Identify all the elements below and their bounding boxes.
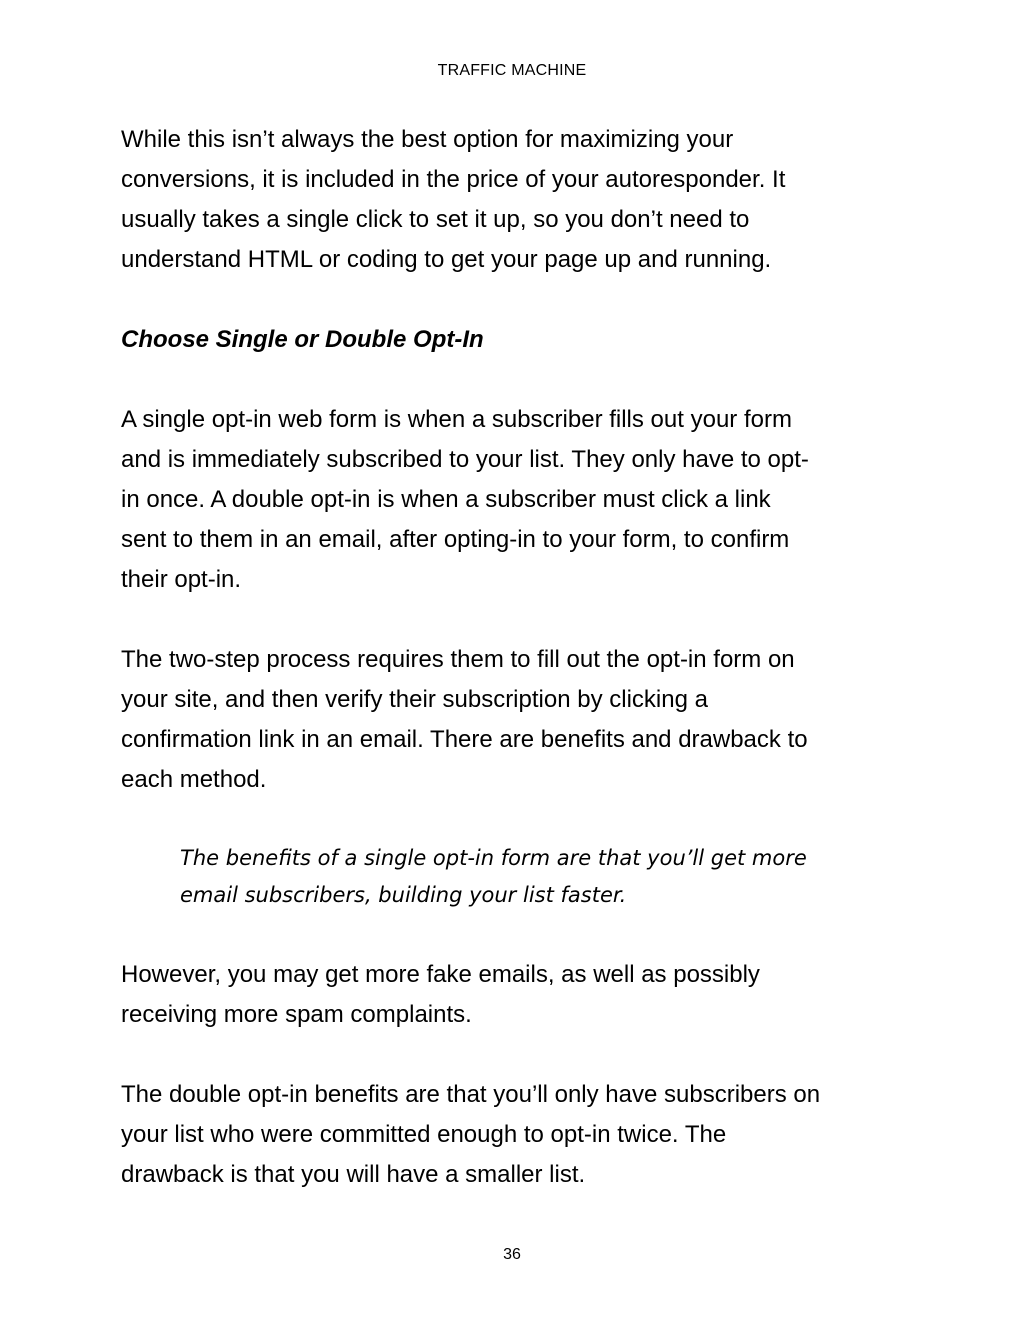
quote-line: The benefits of a single opt-in form are that you’ll get more bbox=[180, 846, 807, 870]
page-number: 36 bbox=[503, 1246, 521, 1263]
text-line: sent to them in an email, after opting-in to your form, to confirm bbox=[121, 526, 790, 553]
text-line: The double opt-in benefits are that you’ll only have subscribers on bbox=[121, 1081, 821, 1108]
text-line: While this isn’t always the best option for maximizing your bbox=[121, 126, 734, 153]
text-line: However, you may get more fake emails, as well as possibly bbox=[121, 961, 760, 988]
text-line: conversions, it is included in the price of your autoresponder. It bbox=[121, 166, 786, 193]
text-line: drawback is that you will have a smaller list. bbox=[121, 1161, 586, 1188]
text-line: your site, and then verify their subscription by clicking a bbox=[121, 686, 708, 713]
text-line: The two-step process requires them to fill out the opt-in form on bbox=[121, 646, 795, 673]
text-line: in once. A double opt-in is when a subscriber must click a link bbox=[121, 486, 771, 513]
indented-quote bbox=[180, 840, 921, 914]
paragraph-single-double-definition bbox=[121, 400, 921, 600]
text-line: understand HTML or coding to get your page up and running. bbox=[121, 246, 772, 273]
section-heading: Choose Single or Double Opt-In bbox=[121, 326, 484, 353]
quote-line: email subscribers, building your list faster. bbox=[180, 883, 627, 907]
text-line: their opt-in. bbox=[121, 566, 242, 593]
paragraph-autoresponder-form bbox=[121, 120, 921, 280]
running-header: TRAFFIC MACHINE bbox=[437, 62, 587, 79]
paragraph-double-benefits bbox=[121, 1075, 921, 1195]
paragraph-two-step-process bbox=[121, 640, 921, 800]
text-line: and is immediately subscribed to your list. They only have to opt- bbox=[121, 446, 809, 473]
text-line: receiving more spam complaints. bbox=[121, 1001, 472, 1028]
text-line: A single opt-in web form is when a subscriber fills out your form bbox=[121, 406, 792, 433]
text-line: usually takes a single click to set it up, so you don’t need to bbox=[121, 206, 750, 233]
page-body bbox=[121, 120, 921, 1235]
text-line: confirmation link in an email. There are benefits and drawback to bbox=[121, 726, 808, 753]
text-line: each method. bbox=[121, 766, 267, 793]
text-line: your list who were committed enough to opt-in twice. The bbox=[121, 1121, 727, 1148]
paragraph-single-drawbacks bbox=[121, 955, 921, 1035]
